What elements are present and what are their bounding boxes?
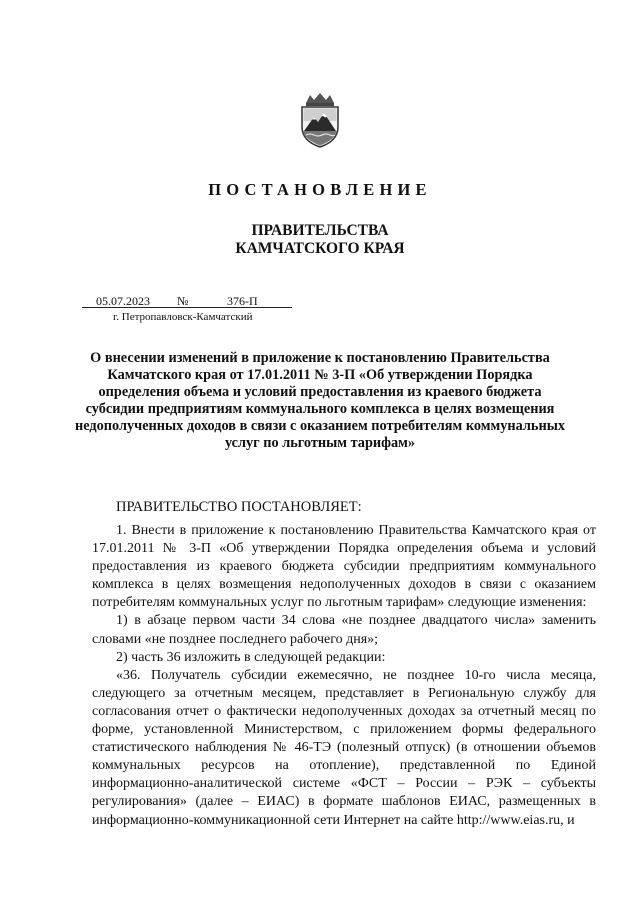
kamchatka-coat-of-arms-icon (296, 91, 344, 149)
body-paragraph: «36. Получатель субсидии ежемесячно, не позднее 10-го числа месяца, следующего за отчетным месяцем, представляет в Региональную службу для согласования отчет о фактически недополученных доходах за отчетный месяц по форме, установленной Министерством, с приложением формы федерального статистического наблюдения № 46-ТЭ (полезный отпуск) (в отношении объемов коммунальных ресурсов на отопление), представленной по Единой информационно-аналитической системе «ФСТ – России – РЭК – субъекты регулирования» (далее – ЕИАС) в формате шаблонов ЕИАС, размещенных в информационно-коммуникационной сети Интернет на сайте http://www.eias.ru, и (92, 667, 596, 828)
issuing-authority (0, 222, 640, 258)
authority-line-2: КАМЧАТСКОГО КРАЯ (235, 240, 405, 257)
body-paragraph: 1. Внести в приложение к постановлению Правительства Камчатского края от 17.01.2011 № 3-П «Об утверждении Порядка определения объема и условий предоставления из краевого бюджета субсидии предприятиям коммунального комплекса в целях возмещения недополученных доходов в связи с оказанием потребителям коммунальных услуг по льготным тарифам» следующие изменения: (92, 523, 596, 611)
document-subject: О внесении изменений в приложение к постановлению Правительства Камчатского края от 17.01.2011 № 3-П «Об утверждении Порядка определения объема и условий предоставления из краевого бюджета субсидии предприятиям коммунального комплекса в целях возмещения недополученных доходов в связи с оказанием потребителям коммунальных услуг по льготным тарифам» (74, 350, 566, 451)
body-paragraph: 2) часть 36 изложить в следующей редакции: (116, 649, 386, 665)
city-name: г. Петропавловск-Камчатский (113, 311, 253, 323)
document-date: 05.07.2023 (96, 294, 150, 308)
document-body (92, 522, 596, 830)
number-label: № (177, 294, 189, 308)
body-paragraph: 1) в абзаце первом части 34 слова «не позднее двадцатого числа» заменить словами «не позднее последнего рабочего дня»; (92, 613, 596, 647)
date-underline (82, 307, 292, 308)
decree-heading: ПРАВИТЕЛЬСТВО ПОСТАНОВЛЯЕТ: (116, 499, 362, 515)
document-number: 376-П (227, 294, 258, 308)
authority-line-1: ПРАВИТЕЛЬСТВА (251, 222, 389, 239)
document-title: ПОСТАНОВЛЕНИЕ (208, 180, 432, 199)
